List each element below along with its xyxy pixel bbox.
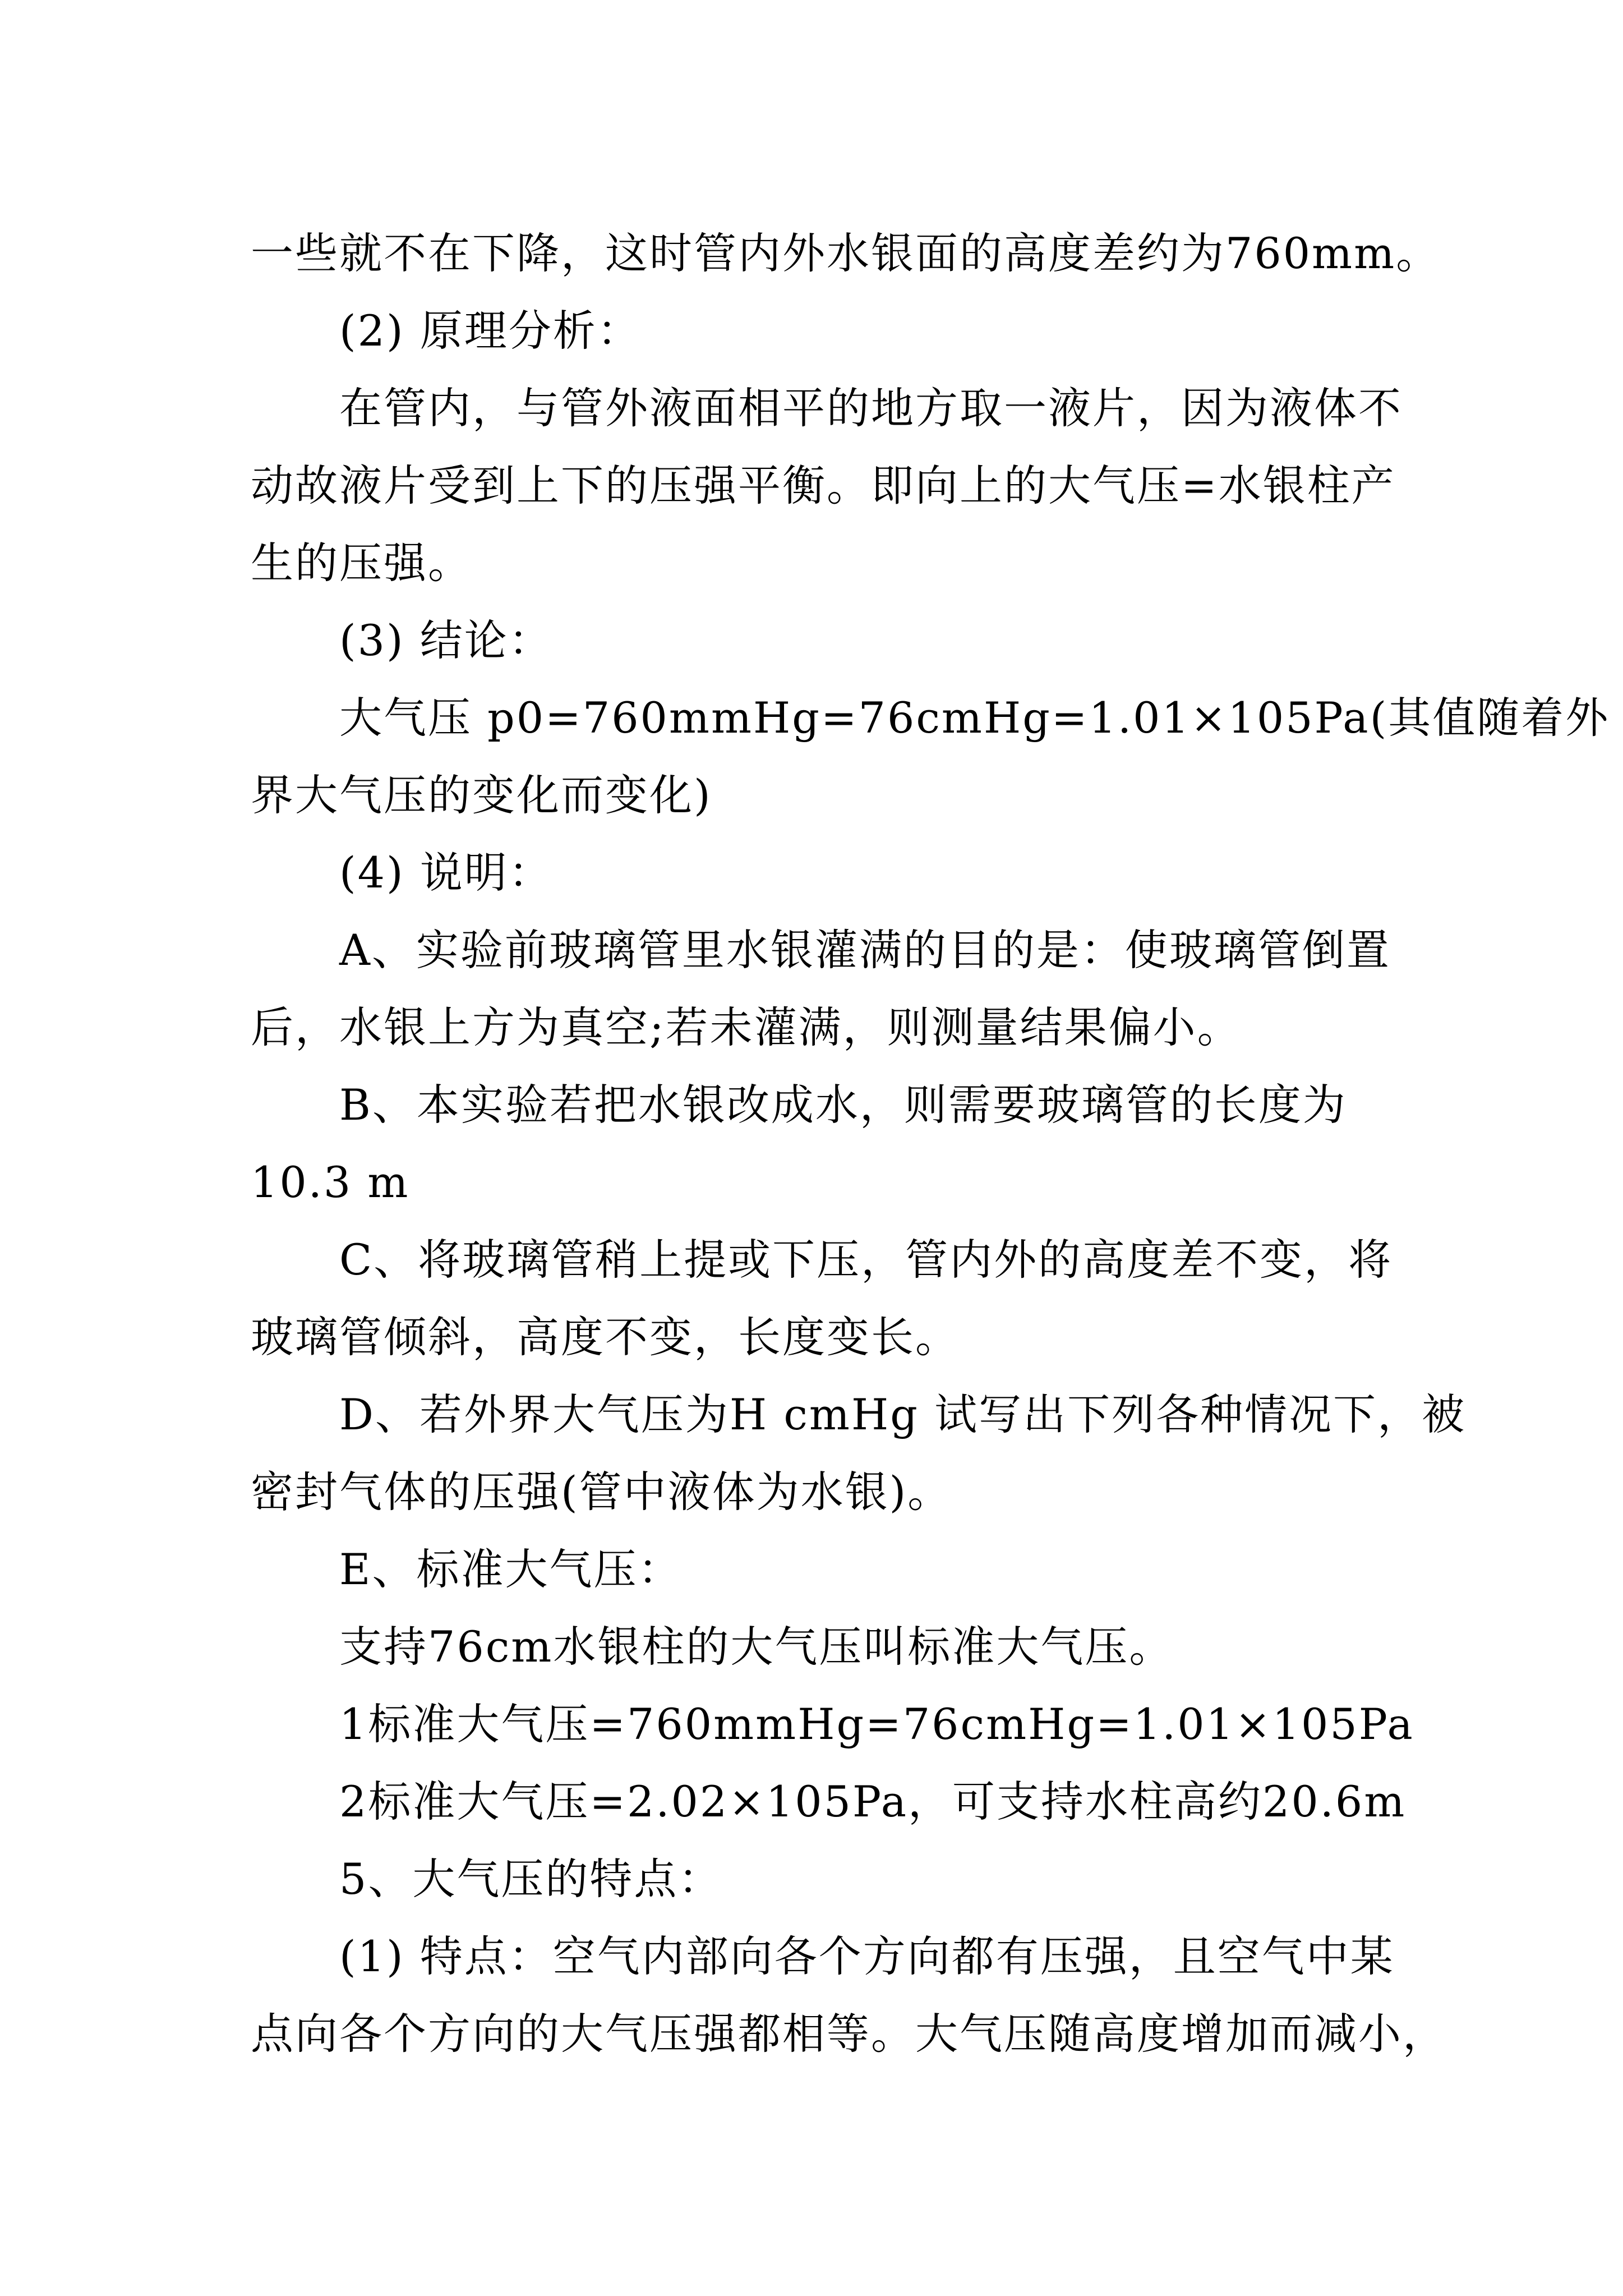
text-line: D、若外界大气压为H cmHg 试写出下列各种情况下，被 xyxy=(339,1389,1467,1439)
section-heading-explanation: (4) 说明： xyxy=(339,848,553,898)
text-line: 在管内，与管外液面相平的地方取一液片，因为液体不 xyxy=(339,383,1403,433)
section-heading-standard-pressure: E、标准大气压： xyxy=(339,1544,683,1594)
text-line: 点向各个方向的大气压强都相等。大气压随高度增加而减小， xyxy=(251,2009,1447,2059)
text-line: 生的压强。 xyxy=(251,538,472,588)
text-line: C、将玻璃管稍上提或下压，管内外的高度差不变，将 xyxy=(339,1235,1393,1285)
text-line: 2标准大气压=2.02×105Pa，可支持水柱高约20.6m xyxy=(339,1777,1407,1826)
text-line: 玻璃管倾斜，高度不变，长度变长。 xyxy=(251,1312,960,1362)
text-line: 密封气体的压强(管中液体为水银)。 xyxy=(251,1467,952,1517)
text-line: 后，水银上方为真空;若未灌满，则测量结果偏小。 xyxy=(251,1002,1242,1052)
text-line: 界大气压的变化而变化) xyxy=(251,770,712,820)
document-body xyxy=(251,215,1610,2073)
text-line: (1) 特点：空气内部向各个方向都有压强，且空气中某 xyxy=(339,1931,1395,1981)
text-line: 大气压 p0=760mmHg=76cmHg=1.01×105Pa(其值随着外 xyxy=(339,693,1610,743)
section-heading-characteristics: 5、大气压的特点： xyxy=(339,1854,723,1904)
text-line: B、本实验若把水银改成水，则需要玻璃管的长度为 xyxy=(339,1080,1347,1130)
text-line: 一些就不在下降，这时管内外水银面的高度差约为760mm。 xyxy=(251,228,1441,278)
text-line: A、实验前玻璃管里水银灌满的目的是：使玻璃管倒置 xyxy=(339,925,1391,975)
text-line: 1标准大气压=760mmHg=76cmHg=1.01×105Pa xyxy=(339,1699,1414,1749)
text-line: 10.3 m xyxy=(251,1157,410,1207)
text-line: 支持76cm水银柱的大气压叫标准大气压。 xyxy=(339,1622,1174,1672)
text-line: 动故液片受到上下的压强平衡。即向上的大气压=水银柱产 xyxy=(251,461,1396,510)
section-heading-principle: (2) 原理分析： xyxy=(339,306,642,356)
section-heading-conclusion: (3) 结论： xyxy=(339,615,553,665)
